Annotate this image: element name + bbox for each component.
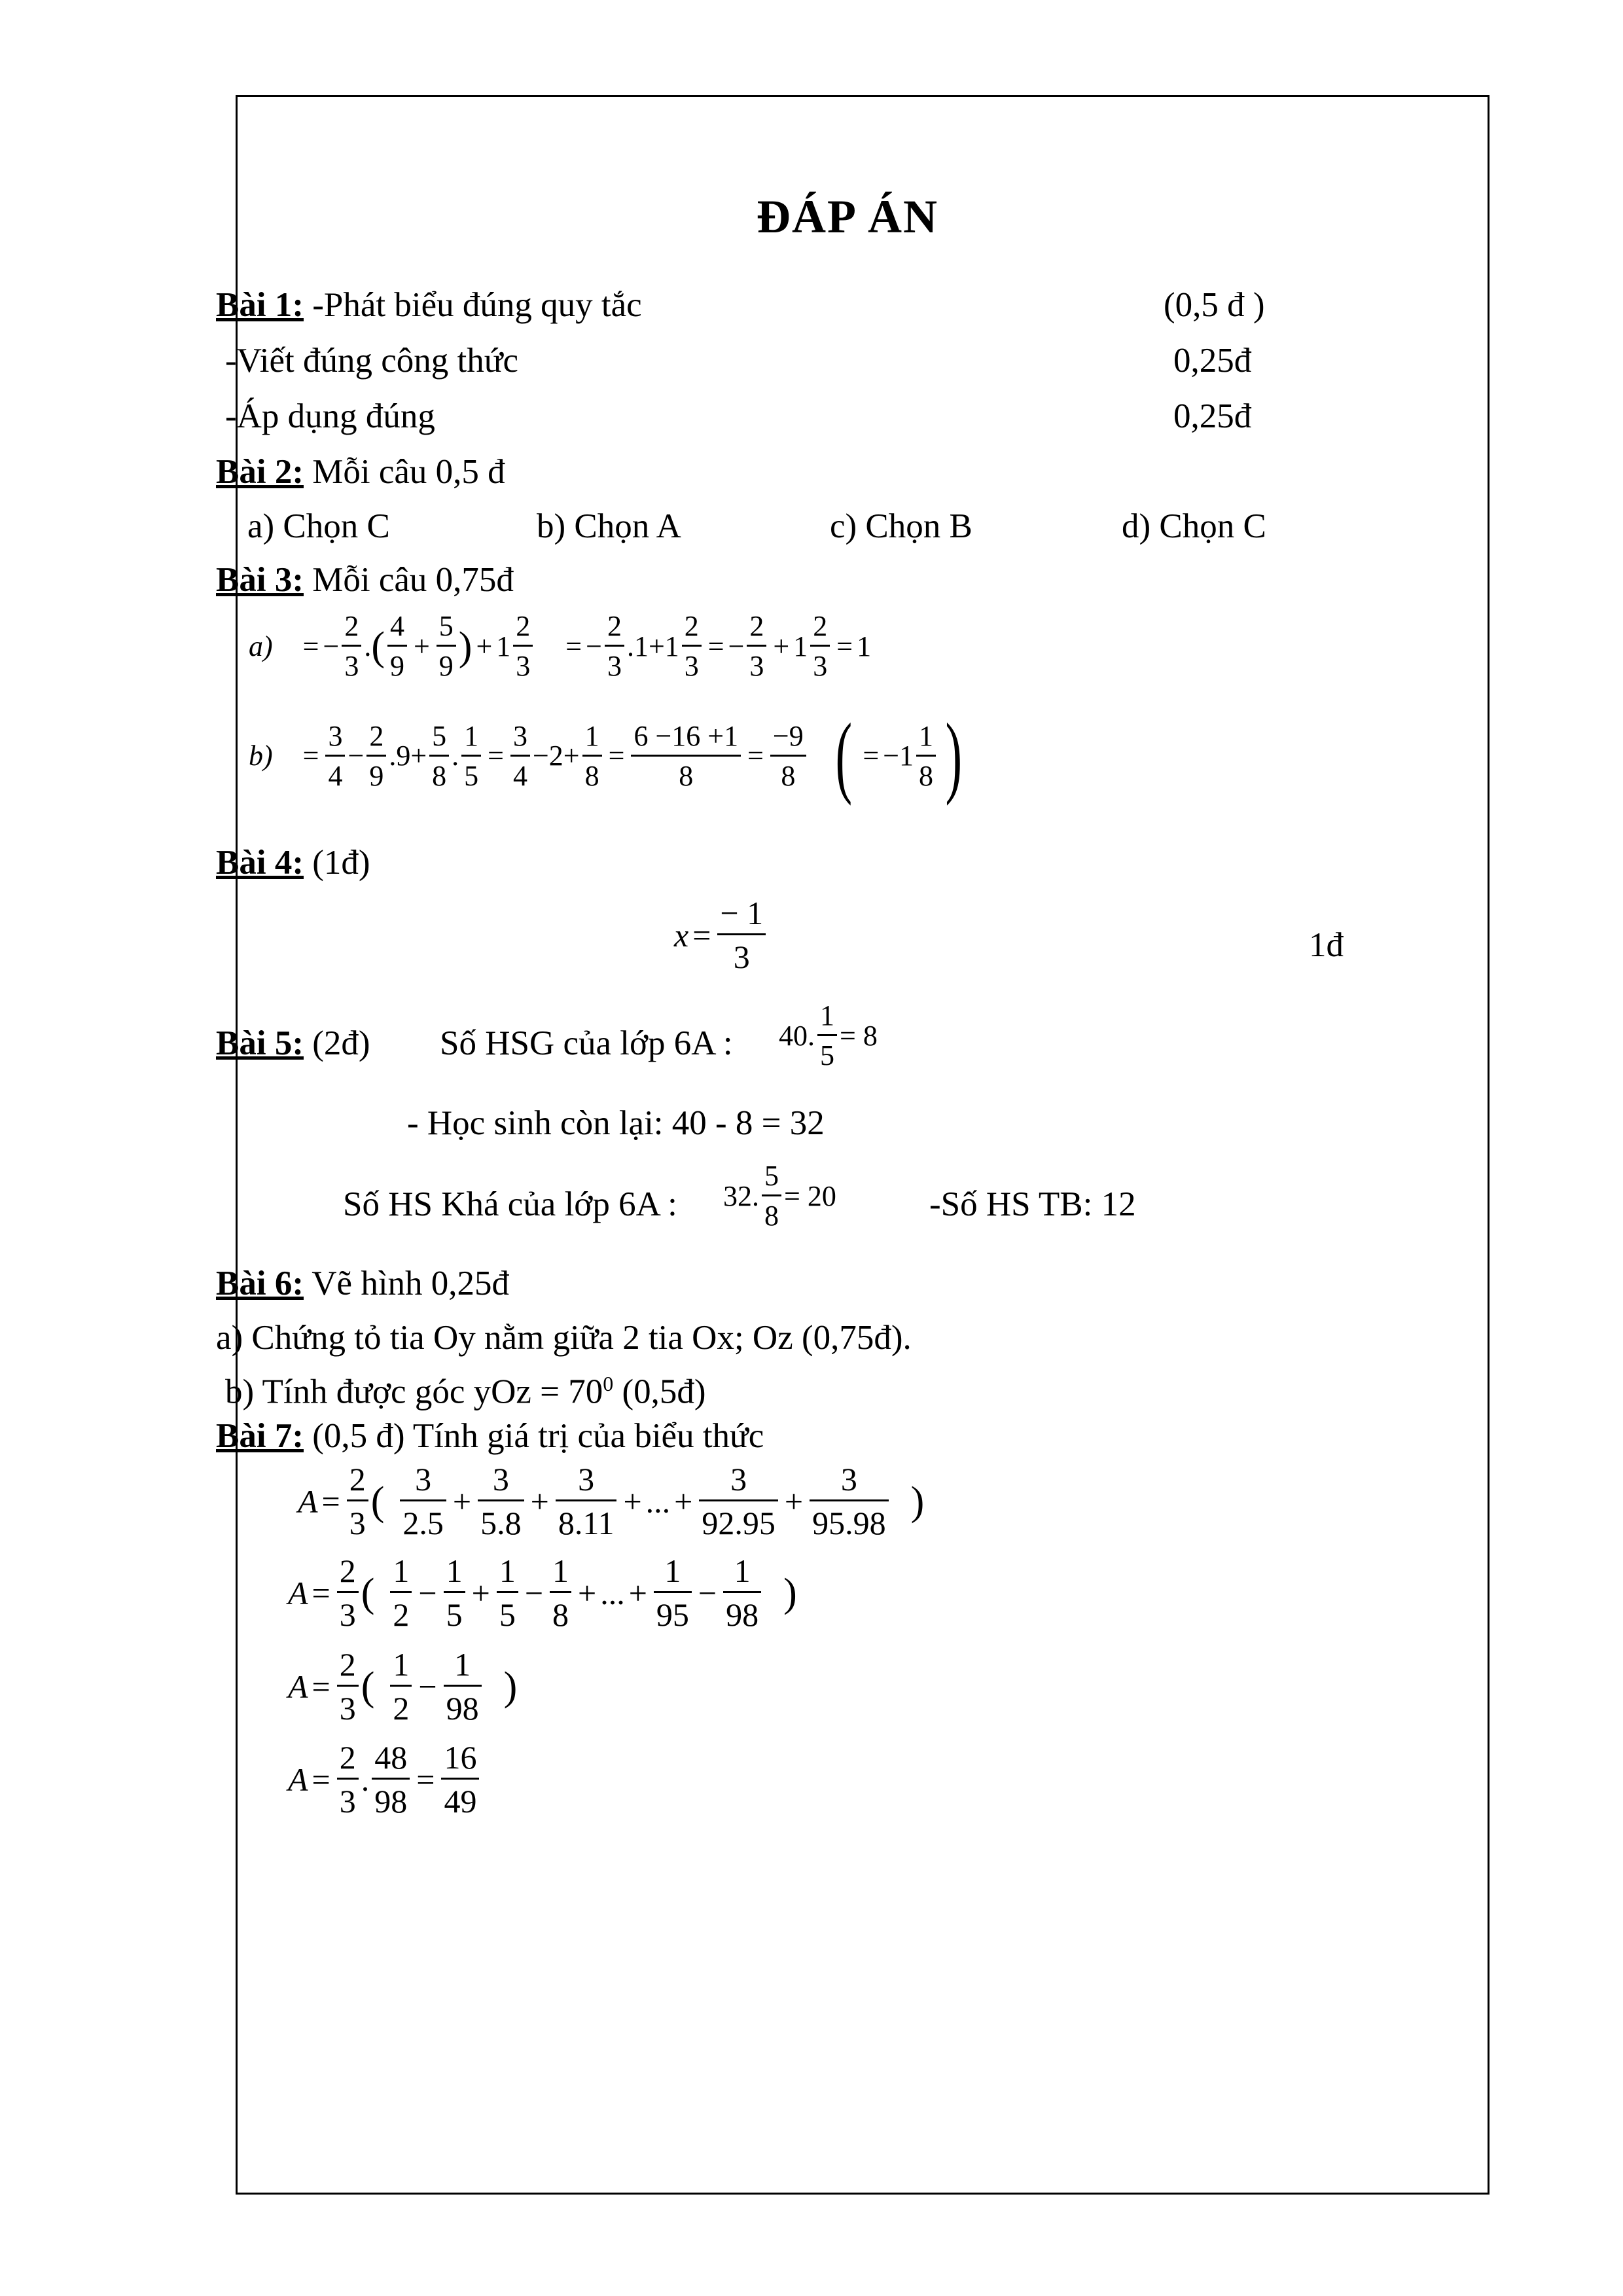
math-token: = — [312, 1668, 330, 1705]
denominator: 2 — [390, 1591, 412, 1631]
denominator: 3 — [342, 645, 361, 681]
denominator: 8 — [631, 755, 741, 791]
fraction — [510, 719, 530, 792]
fraction — [325, 719, 345, 792]
fraction — [400, 1463, 446, 1539]
numerator: 1 — [393, 1646, 410, 1683]
paren-open: ( — [370, 1479, 385, 1524]
fraction — [582, 719, 602, 792]
bai5-tb: -Số HS TB: 12 — [929, 1185, 1136, 1223]
bai4-heading — [216, 846, 370, 880]
bai1-score-3: 0,25đ — [1173, 397, 1252, 435]
numerator: 3 — [512, 719, 527, 752]
math-token: . — [452, 740, 459, 772]
math-token: . — [364, 630, 372, 662]
math-token: + — [773, 630, 790, 662]
bai6-b-text: b) Tính được góc yOz = 70 — [225, 1372, 603, 1411]
denominator: 3 — [747, 645, 766, 681]
math-token: − — [586, 630, 602, 662]
math-operator: + — [530, 1482, 549, 1520]
denominator: 8 — [582, 755, 602, 791]
math-token: −2+ — [532, 740, 580, 772]
bai3-heading — [216, 563, 514, 598]
numerator: 2 — [344, 610, 359, 642]
fraction — [817, 1001, 837, 1070]
math-token: = — [312, 1761, 330, 1798]
fraction — [770, 719, 806, 792]
paren-close: ) — [503, 1664, 518, 1709]
numerator: 1 — [664, 1552, 681, 1589]
math-token: x — [674, 916, 689, 954]
bai5-kha-text: Số HS Khá của lớp 6A : — [343, 1185, 677, 1223]
math-token: ... — [645, 1482, 671, 1520]
fraction — [550, 1554, 571, 1631]
bai3-label: Bài 3: — [216, 561, 304, 599]
paren-close: ) — [783, 1570, 797, 1615]
denominator: 95.98 — [810, 1499, 889, 1539]
math-token: = — [302, 740, 319, 772]
bai2-answer-b: b) Chọn A — [537, 507, 681, 545]
math-token: A — [298, 1482, 318, 1520]
bai1-text-3: -Áp dụng đúng — [225, 397, 435, 435]
bai3-b-label: b) — [249, 740, 273, 772]
fraction — [390, 1554, 412, 1631]
bai3-text: Mỗi câu 0,75đ — [303, 561, 514, 599]
fraction — [556, 1463, 617, 1539]
numerator: 2 — [749, 610, 764, 642]
bai1-line-1 — [216, 288, 642, 323]
numerator: 5 — [432, 719, 447, 752]
denominator: 5 — [461, 755, 481, 791]
fraction — [337, 1648, 359, 1725]
bai2-text: Mỗi câu 0,5 đ — [303, 453, 505, 491]
denominator: 8 — [762, 1194, 781, 1230]
numerator: 1 — [464, 719, 479, 752]
math-token: = — [416, 1761, 435, 1798]
denominator: 8 — [916, 755, 936, 791]
bai4-expression — [674, 897, 768, 973]
bai1-text-1: -Phát biểu đúng quy tắc — [303, 286, 642, 324]
numerator: 2 — [813, 610, 828, 642]
bai3-a-label: a) — [249, 630, 273, 662]
math-operator: + — [578, 1574, 597, 1611]
paren-open: ( — [371, 624, 385, 669]
fraction — [390, 1648, 412, 1725]
denominator: 5 — [497, 1591, 518, 1631]
math-token: 32. — [723, 1179, 759, 1212]
fraction — [337, 1554, 359, 1631]
numerator: 2 — [607, 610, 622, 642]
math-token: = 8 — [840, 1019, 878, 1052]
numerator: 2 — [339, 1646, 356, 1683]
page-title: ĐÁP ÁN — [757, 190, 938, 243]
numerator: 1 — [393, 1552, 410, 1589]
numerator: 2 — [339, 1552, 356, 1589]
fraction — [347, 1463, 368, 1539]
fraction — [747, 612, 766, 681]
numerator: 1 — [499, 1552, 516, 1589]
numerator: 1 — [820, 999, 834, 1031]
bai4-label: Bài 4: — [216, 844, 304, 882]
math-token: − — [323, 630, 340, 662]
math-token: A — [288, 1761, 308, 1798]
bai5-hsg-text: Số HSG của lớp 6A : — [440, 1024, 733, 1062]
bai2-answer-a: a) Chọn C — [247, 507, 390, 545]
fraction — [437, 612, 456, 681]
math-token: = — [863, 740, 880, 772]
math-token: = — [312, 1574, 330, 1611]
math-token: = — [565, 630, 582, 662]
fraction — [810, 612, 830, 681]
math-token: + — [476, 630, 493, 662]
math-token: A — [288, 1574, 308, 1611]
math-token: = — [302, 630, 319, 662]
denominator: 3 — [337, 1778, 359, 1818]
bai3-a-expression — [249, 612, 871, 681]
fraction — [916, 719, 936, 792]
denominator: 92.95 — [699, 1499, 778, 1539]
numerator: − 1 — [720, 895, 764, 931]
fraction — [631, 719, 741, 792]
fraction — [387, 612, 407, 681]
math-operator: − — [524, 1574, 544, 1611]
math-token: = — [692, 916, 711, 954]
fraction — [513, 612, 533, 681]
fraction — [372, 1741, 410, 1818]
numerator: 48 — [374, 1739, 408, 1776]
numerator: 3 — [328, 719, 343, 752]
bai2-answer-c: c) Chọn B — [830, 507, 972, 545]
denominator: 8.11 — [556, 1499, 617, 1539]
denominator: 8 — [550, 1591, 571, 1631]
denominator: 4 — [510, 755, 530, 791]
numerator: 1 — [454, 1646, 471, 1683]
math-token: .1+1 — [626, 630, 679, 662]
numerator: 3 — [578, 1461, 595, 1498]
numerator: 2 — [369, 719, 384, 752]
math-token: = — [488, 740, 504, 772]
bai7-label: Bài 7: — [216, 1417, 304, 1455]
paren-open: ( — [361, 1570, 375, 1615]
fraction — [810, 1463, 889, 1539]
degree-sup: 0 — [603, 1372, 614, 1395]
denominator: 9 — [387, 645, 407, 681]
bai6-part-a: a) Chứng tỏ tia Oy nằm giữa 2 tia Ox; Oz (0,75đ). — [216, 1319, 912, 1357]
numerator: 1 — [584, 719, 599, 752]
math-operator: + — [784, 1482, 804, 1520]
numerator: 5 — [438, 610, 454, 642]
fraction — [605, 612, 624, 681]
numerator: 3 — [415, 1461, 432, 1498]
math-token: − — [728, 630, 745, 662]
math-token: = — [747, 740, 764, 772]
math-token: 1 — [857, 630, 872, 662]
math-token: .9+ — [389, 740, 427, 772]
fraction — [717, 897, 766, 973]
bai1-score-1: (0,5 đ ) — [1164, 286, 1265, 324]
numerator: 1 — [734, 1552, 751, 1589]
fraction — [337, 1741, 359, 1818]
bai6-heading — [216, 1266, 509, 1301]
math-operator: + — [623, 1482, 642, 1520]
bai5-label: Bài 5: — [216, 1024, 304, 1062]
math-token: ... — [600, 1574, 625, 1611]
numerator: 3 — [492, 1461, 509, 1498]
math-token: −1 — [883, 740, 914, 772]
bai7-line-1 — [298, 1463, 924, 1539]
bai6-label: Bài 6: — [216, 1265, 304, 1302]
paren-close: ) — [458, 624, 473, 669]
math-token: 40. — [779, 1019, 815, 1052]
math-token: = — [321, 1482, 340, 1520]
fraction — [478, 1463, 524, 1539]
numerator: 1 — [919, 719, 934, 752]
denominator: 9 — [366, 755, 386, 791]
fraction — [429, 719, 449, 792]
denominator: 5 — [817, 1034, 837, 1070]
math-token: = — [608, 740, 625, 772]
math-operator: + — [628, 1574, 647, 1611]
bai2-label: Bài 2: — [216, 453, 304, 491]
denominator: 3 — [682, 645, 702, 681]
bai3-b-expression — [249, 705, 969, 806]
fraction — [444, 1648, 482, 1725]
bai6-text: Vẽ hình 0,25đ — [303, 1265, 510, 1302]
bai7-heading — [216, 1419, 764, 1454]
denominator: 98 — [444, 1685, 482, 1725]
numerator: 2 — [349, 1461, 366, 1498]
paren-open: ( — [835, 705, 852, 806]
numerator: 1 — [446, 1552, 463, 1589]
denominator: 3 — [337, 1591, 359, 1631]
denominator: 2.5 — [400, 1499, 446, 1539]
paren-open: ( — [361, 1664, 375, 1709]
numerator: 4 — [389, 610, 404, 642]
fraction — [723, 1554, 761, 1631]
math-operator: − — [418, 1668, 437, 1705]
denominator: 4 — [325, 755, 345, 791]
fraction — [441, 1741, 479, 1818]
denominator: 3 — [337, 1685, 359, 1725]
bai4-score: 1đ — [1309, 926, 1344, 964]
fraction — [682, 612, 702, 681]
fraction — [762, 1162, 781, 1230]
bai6-b-score: (0,5đ) — [613, 1372, 706, 1411]
numerator: 6 −16 +1 — [633, 719, 739, 752]
denominator: 8 — [770, 755, 806, 791]
math-token: 1 — [793, 630, 808, 662]
denominator: 95 — [654, 1591, 692, 1631]
bai7-line-4: A = $\frac{2}{3}$ . $\frac{48}{98}$ = $\frac{16}{49}$ — [288, 1741, 482, 1818]
denominator: 3 — [513, 645, 533, 681]
bai2-answer-d: d) Chọn C — [1122, 507, 1266, 545]
math-operator: + — [674, 1482, 693, 1520]
bai1-label: Bài 1: — [216, 286, 304, 324]
bai4-text: (1đ) — [303, 844, 370, 882]
math-operator: − — [698, 1574, 717, 1611]
numerator: 3 — [840, 1461, 857, 1498]
bai7-text: (0,5 đ) Tính giá trị của biểu thức — [303, 1417, 764, 1455]
numerator: 2 — [516, 610, 531, 642]
bai5-hsg-expression — [779, 1001, 878, 1070]
denominator: 2 — [390, 1685, 412, 1725]
math-token: = — [707, 630, 724, 662]
denominator: 3 — [347, 1499, 368, 1539]
fraction — [342, 612, 361, 681]
numerator: 1 — [552, 1552, 569, 1589]
denominator: 3 — [717, 933, 766, 973]
fraction — [444, 1554, 465, 1631]
bai1-text-2: -Viết đúng công thức — [225, 342, 518, 380]
bai7-line-3 — [288, 1648, 517, 1725]
bai6-part-b — [225, 1373, 706, 1410]
numerator: 2 — [684, 610, 699, 642]
bai5-heading — [216, 1026, 370, 1061]
denominator: 98 — [372, 1778, 410, 1818]
denominator: 5.8 — [478, 1499, 524, 1539]
denominator: 98 — [723, 1591, 761, 1631]
bai5-kha-expression — [723, 1162, 836, 1230]
fraction — [461, 719, 481, 792]
math-operator: + — [471, 1574, 490, 1611]
denominator: 3 — [605, 645, 624, 681]
denominator: 5 — [444, 1591, 465, 1631]
denominator: 49 — [441, 1778, 479, 1818]
numerator: 5 — [764, 1160, 779, 1192]
fraction — [654, 1554, 692, 1631]
math-token: 1 — [496, 630, 511, 662]
paren-close: ) — [945, 705, 963, 806]
numerator: 16 — [444, 1739, 477, 1776]
fraction — [366, 719, 386, 792]
bai5-text: (2đ) — [303, 1024, 370, 1062]
paren-close: ) — [910, 1479, 925, 1524]
math-token: = 20 — [784, 1179, 836, 1212]
numerator: −9 — [772, 719, 804, 752]
denominator: 8 — [429, 755, 449, 791]
math-token: = — [836, 630, 853, 662]
numerator: 2 — [339, 1739, 356, 1776]
bai5-remaining: - Học sinh còn lại: 40 - 8 = 32 — [407, 1104, 825, 1142]
denominator: 9 — [437, 645, 456, 681]
math-token: − — [348, 740, 365, 772]
bai2-heading — [216, 455, 505, 490]
bai1-score-2: 0,25đ — [1173, 342, 1252, 380]
math-operator: + — [452, 1482, 472, 1520]
math-token: A — [288, 1668, 308, 1705]
fraction — [699, 1463, 778, 1539]
fraction — [497, 1554, 518, 1631]
numerator: 3 — [730, 1461, 747, 1498]
bai7-line-2 — [288, 1554, 797, 1631]
denominator: 3 — [810, 645, 830, 681]
math-operator: − — [418, 1574, 437, 1611]
math-token: + — [413, 630, 430, 662]
